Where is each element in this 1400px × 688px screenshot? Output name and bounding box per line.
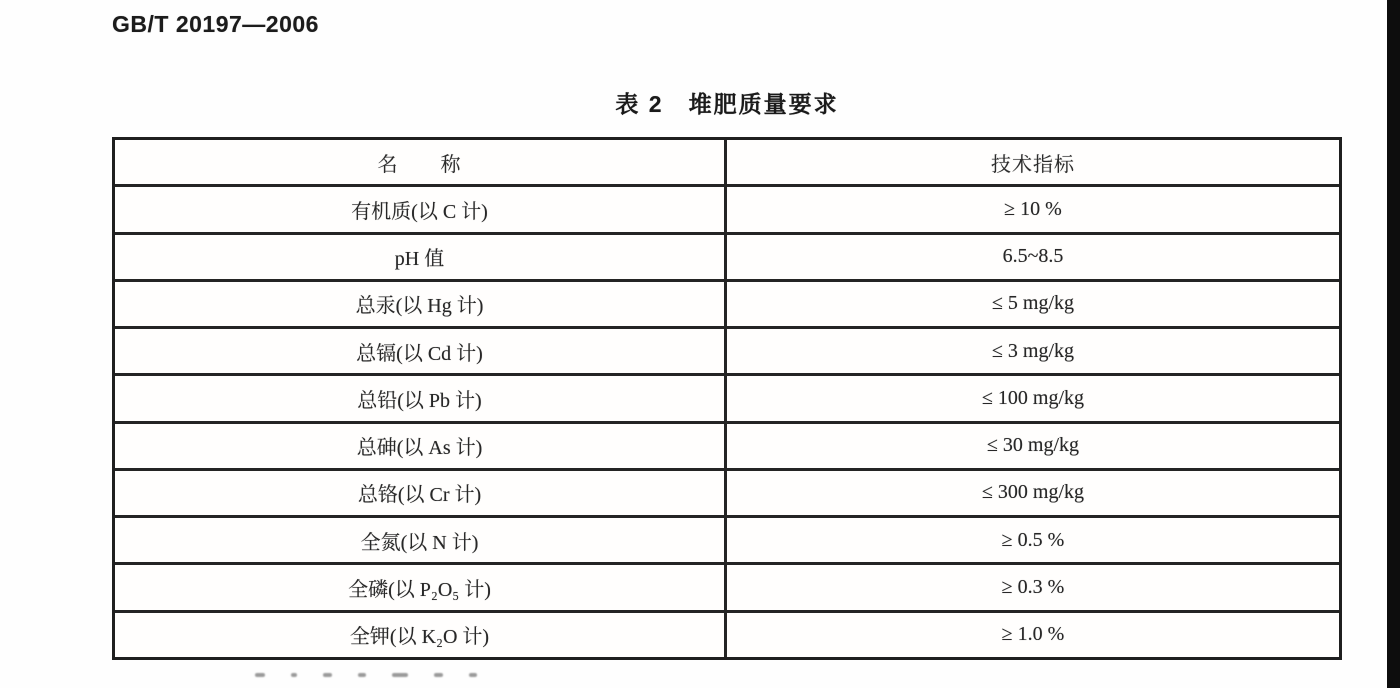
row-name: 总镉(以 Cd 计) xyxy=(115,329,727,373)
row-value: 6.5~8.5 xyxy=(1002,245,1064,268)
row-name: 全钾(以 K₂O 计) xyxy=(115,613,727,657)
table-row xyxy=(115,562,1339,609)
row-name: 总汞(以 Hg 计) xyxy=(115,282,727,326)
row-value: ≥ 0.5 % xyxy=(1001,528,1065,551)
table-row xyxy=(115,515,1339,562)
row-value: ≤ 300 mg/kg xyxy=(981,481,1085,504)
compost-quality-table xyxy=(112,137,1342,660)
table-row xyxy=(115,232,1339,279)
row-value: ≤ 5 mg/kg xyxy=(991,292,1075,315)
row-value: ≥ 0.3 % xyxy=(1001,576,1065,599)
row-name: 总砷(以 As 计) xyxy=(115,424,727,468)
table-row xyxy=(115,468,1339,515)
row-value: ≤ 100 mg/kg xyxy=(981,386,1085,409)
row-name: 全氮(以 N 计) xyxy=(115,518,727,562)
table-row xyxy=(115,184,1339,231)
table-row xyxy=(115,421,1339,468)
row-value: ≤ 3 mg/kg xyxy=(991,339,1075,362)
row-name: 有机质(以 C 计) xyxy=(115,187,727,231)
table-header-row xyxy=(115,140,1339,184)
row-value: ≤ 30 mg/kg xyxy=(986,434,1080,457)
cut-off-text-artifact xyxy=(255,672,655,678)
header-name: 名 称 xyxy=(115,140,727,184)
table-row xyxy=(115,610,1339,657)
table-row xyxy=(115,279,1339,326)
header-indicator: 技术指标 xyxy=(991,153,1075,176)
row-value: ≥ 1.0 % xyxy=(1001,623,1065,646)
row-name: 总铬(以 Cr 计) xyxy=(115,471,727,515)
row-name: pH 值 xyxy=(115,235,727,279)
scan-edge-bar xyxy=(1387,0,1400,688)
standard-number: GB/T 20197—2006 xyxy=(112,11,319,37)
table-row xyxy=(115,373,1339,420)
row-name: 总铅(以 Pb 计) xyxy=(115,376,727,420)
table-caption: 表 2 堆肥质量要求 xyxy=(615,91,839,117)
row-value: ≥ 10 % xyxy=(1004,197,1062,220)
table-row xyxy=(115,326,1339,373)
row-name: 全磷(以 P₂O₅ 计) xyxy=(115,565,727,609)
